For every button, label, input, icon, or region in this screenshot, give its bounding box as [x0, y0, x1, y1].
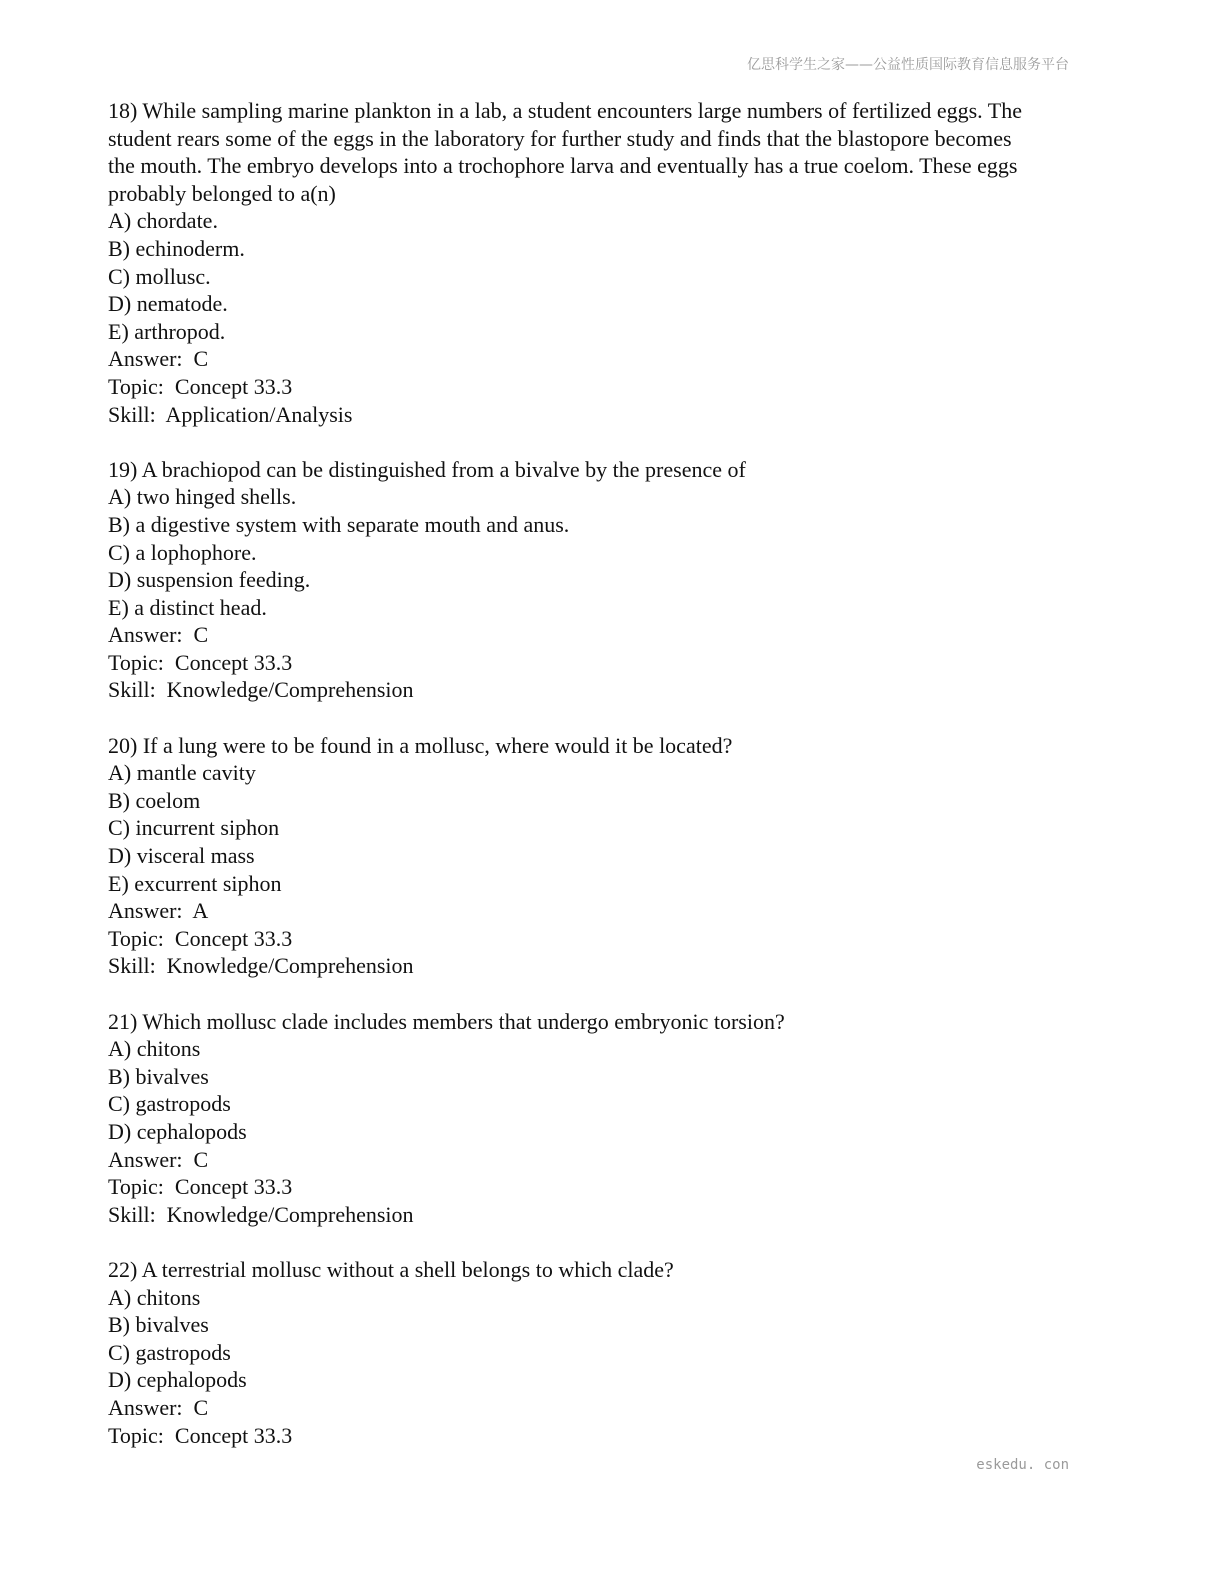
question-19 [108, 456, 1108, 704]
answer-line: Answer: C [108, 346, 209, 372]
option-b: B) a digestive system with separate mouth and anus. [108, 511, 570, 537]
question-22 [108, 1256, 1108, 1449]
option-a: A) chitons [108, 1284, 201, 1310]
question-stem-line: 21) Which mollusc clade includes members that undergo embryonic torsion? [108, 1008, 785, 1034]
answer-line: Answer: C [108, 1146, 209, 1172]
question-stem-line: 22) A terrestrial mollusc without a shell belongs to which clade? [108, 1256, 674, 1282]
option-a: A) two hinged shells. [108, 484, 297, 510]
option-d: D) suspension feeding. [108, 567, 311, 593]
topic-line: Topic: Concept 33.3 [108, 1174, 293, 1200]
option-d: D) cephalopods [108, 1118, 247, 1144]
question-stem-line: probably belonged to a(n) [108, 180, 336, 206]
skill-line: Skill: Knowledge/Comprehension [108, 677, 414, 703]
answer-line: Answer: C [108, 622, 209, 648]
option-e: E) excurrent siphon [108, 870, 282, 896]
question-stem-line: 19) A brachiopod can be distinguished from a bivalve by the presence of [108, 456, 746, 482]
option-e: E) a distinct head. [108, 594, 267, 620]
question-stem-line: 20) If a lung were to be found in a mollusc, where would it be located? [108, 732, 733, 758]
option-d: D) cephalopods [108, 1367, 247, 1393]
skill-line: Skill: Knowledge/Comprehension [108, 1201, 414, 1227]
option-b: B) echinoderm. [108, 235, 245, 261]
skill-line: Skill: Knowledge/Comprehension [108, 953, 414, 979]
topic-line: Topic: Concept 33.3 [108, 373, 293, 399]
question-stem-line: the mouth. The embryo develops into a trochophore larva and eventually has a true coelom. These eggs [108, 153, 1018, 179]
option-c: C) a lophophore. [108, 539, 257, 565]
option-b: B) bivalves [108, 1312, 209, 1338]
question-18 [108, 97, 1108, 428]
topic-line: Topic: Concept 33.3 [108, 925, 293, 951]
skill-line: Skill: Application/Analysis [108, 401, 353, 427]
topic-line: Topic: Concept 33.3 [108, 1422, 293, 1448]
option-c: C) incurrent siphon [108, 815, 280, 841]
question-list [108, 97, 1108, 1477]
option-c: C) gastropods [108, 1339, 231, 1365]
option-a: A) chitons [108, 1036, 201, 1062]
option-b: B) coelom [108, 787, 201, 813]
option-e: E) arthropod. [108, 318, 226, 344]
question-21 [108, 1008, 1108, 1229]
footer-site-url: eskedu. con [976, 1457, 1069, 1473]
option-c: C) mollusc. [108, 263, 211, 289]
option-d: D) visceral mass [108, 843, 255, 869]
answer-line: Answer: C [108, 1394, 209, 1420]
option-a: A) chordate. [108, 208, 218, 234]
answer-line: Answer: A [108, 898, 209, 924]
question-stem-line: student rears some of the eggs in the laboratory for further study and finds that the blastopore becomes [108, 125, 1012, 151]
question-stem-line: 18) While sampling marine plankton in a lab, a student encounters large numbers of fertilized eggs. The [108, 98, 1022, 123]
header-watermark: 亿思科学生之家——公益性质国际教育信息服务平台 [747, 57, 1069, 73]
option-a: A) mantle cavity [108, 760, 256, 786]
option-c: C) gastropods [108, 1091, 231, 1117]
topic-line: Topic: Concept 33.3 [108, 649, 293, 675]
option-b: B) bivalves [108, 1063, 209, 1089]
question-20 [108, 732, 1108, 980]
option-d: D) nematode. [108, 291, 228, 317]
